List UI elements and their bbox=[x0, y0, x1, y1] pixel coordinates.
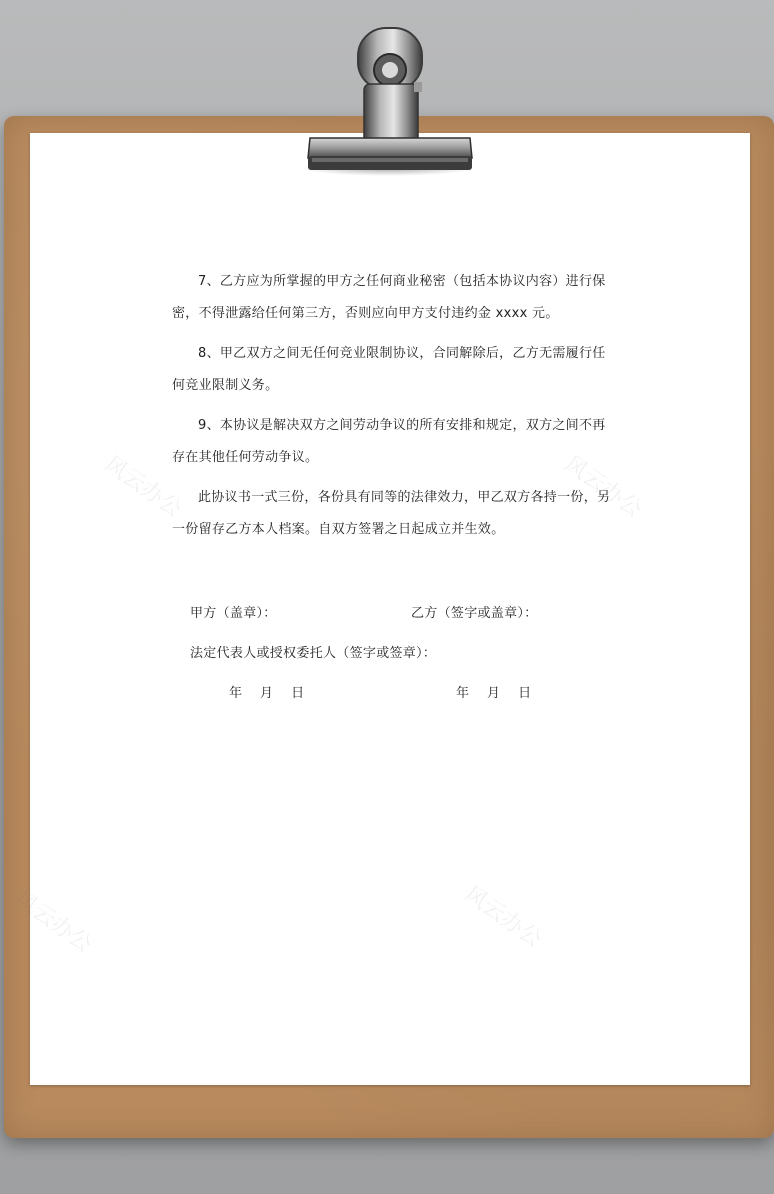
clause-9: 9、本协议是解决双方之间劳动争议的所有安排和规定，双方之间不再存在其他任何劳动争议。 bbox=[172, 418, 606, 465]
party-b-date: 年 月 日 bbox=[456, 686, 532, 701]
closing-paragraph: 此协议书一式三份，各份具有同等的法律效力，甲乙双方各持一份，另一份留存乙方本人档案。自双方签署之日起成立并生效。 bbox=[172, 490, 611, 537]
watermark: 风云办公 bbox=[459, 881, 547, 953]
watermark: 风云办公 bbox=[99, 451, 187, 523]
party-a-date: 年 月 日 bbox=[229, 686, 305, 701]
clause-8: 8、甲乙双方之间无任何竞业限制协议，合同解除后，乙方无需履行任何竞业限制义务。 bbox=[172, 346, 606, 393]
representative-signature-label: 法定代表人或授权委托人（签字或签章）： bbox=[190, 646, 437, 661]
watermark: 风云办公 bbox=[559, 451, 647, 523]
party-a-seal-label: 甲方（盖章）： bbox=[190, 606, 277, 621]
party-b-signature-label: 乙方（签字或盖章）： bbox=[411, 606, 538, 621]
watermark: 风云办公 bbox=[9, 886, 97, 958]
agreement-body bbox=[172, 266, 612, 546]
clause-7: 7、乙方应为所掌握的甲方之任何商业秘密（包括本协议内容）进行保密，不得泄露给任何第三方，否则应向甲方支付违约金 xxxx 元。 bbox=[172, 274, 606, 321]
binder-clip-icon bbox=[306, 26, 474, 176]
